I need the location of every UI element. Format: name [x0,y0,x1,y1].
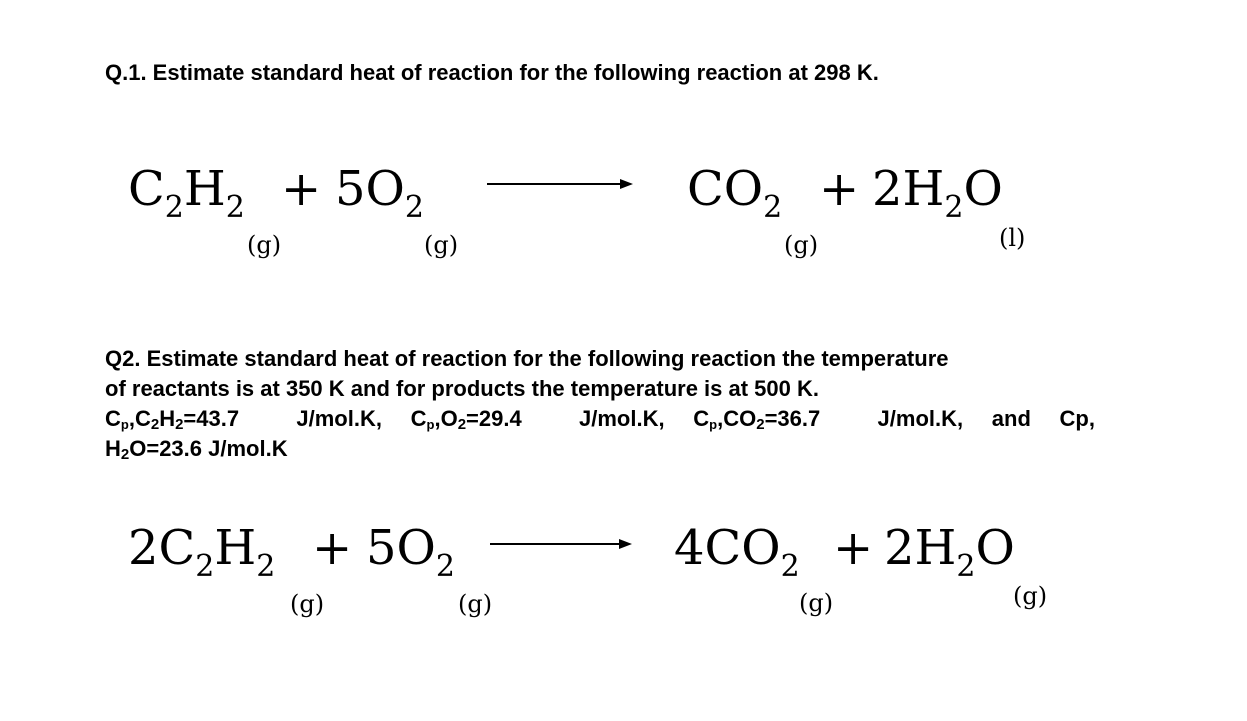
eq2-plus-2: + [833,520,874,576]
eq2-reactant-1: $2C_2H_2$ [128,520,276,584]
eq1-plus-2: + [819,161,860,217]
eq2-product-1: $4CO_2$ [674,520,800,584]
eq2-reactant-2: $5O_2$ [366,520,455,584]
eq1-phase-product-1: (g) [784,231,819,259]
question-2-text [105,344,1095,464]
cp-h2o-prefix: Cp, [1059,406,1095,431]
eq1-product-2: $2H_2O$ [872,161,1003,225]
eq1-phase-reactant-1: (g) [247,231,282,259]
eq1-product-1: $CO_2$ [687,161,783,225]
eq2-phase-reactant-1: (g) [290,590,325,618]
eq1-phase-product-2: (l) [999,224,1026,252]
eq2-plus-1: + [312,520,353,576]
eq2-product-2: $2H_2O$ [884,520,1015,584]
eq1-phase-reactant-2: (g) [424,231,459,259]
question-2-h2o-line: $H_2O=23.6$ J/mol.K [105,436,288,463]
eq1-reactant-2: $5O_2$ [335,161,424,225]
eq1-reactant-1: $C_2H_2$ [128,161,245,225]
equation-2 [128,520,1047,618]
question-2-line-2: of reactants is at 350 K and for products the temperature is at 500 K. [105,376,819,401]
eq2-arrow-head [619,539,632,549]
equation-1 [128,161,1025,259]
and-word: and [991,406,1031,431]
question-1-title: Q.1. Estimate standard heat of reaction for the following reaction at 298 K. [105,60,879,85]
eq2-phase-product-2: (g) [1013,582,1048,610]
question-2-cp-line: $C_p,C_2H_2=43.7$ J/mol.K, $C_p,O_2=29.4$ J/mol.K, $C_p,CO_2=36.7$ J/mol.K, and Cp, [105,406,1095,433]
eq1-arrow-head [620,179,633,189]
eq2-phase-product-1: (g) [799,589,834,617]
eq2-phase-reactant-2: (g) [458,590,493,618]
eq1-plus-1: + [281,161,322,217]
question-2-line-1: Q2. Estimate standard heat of reaction for the following reaction the temperature [105,346,949,371]
